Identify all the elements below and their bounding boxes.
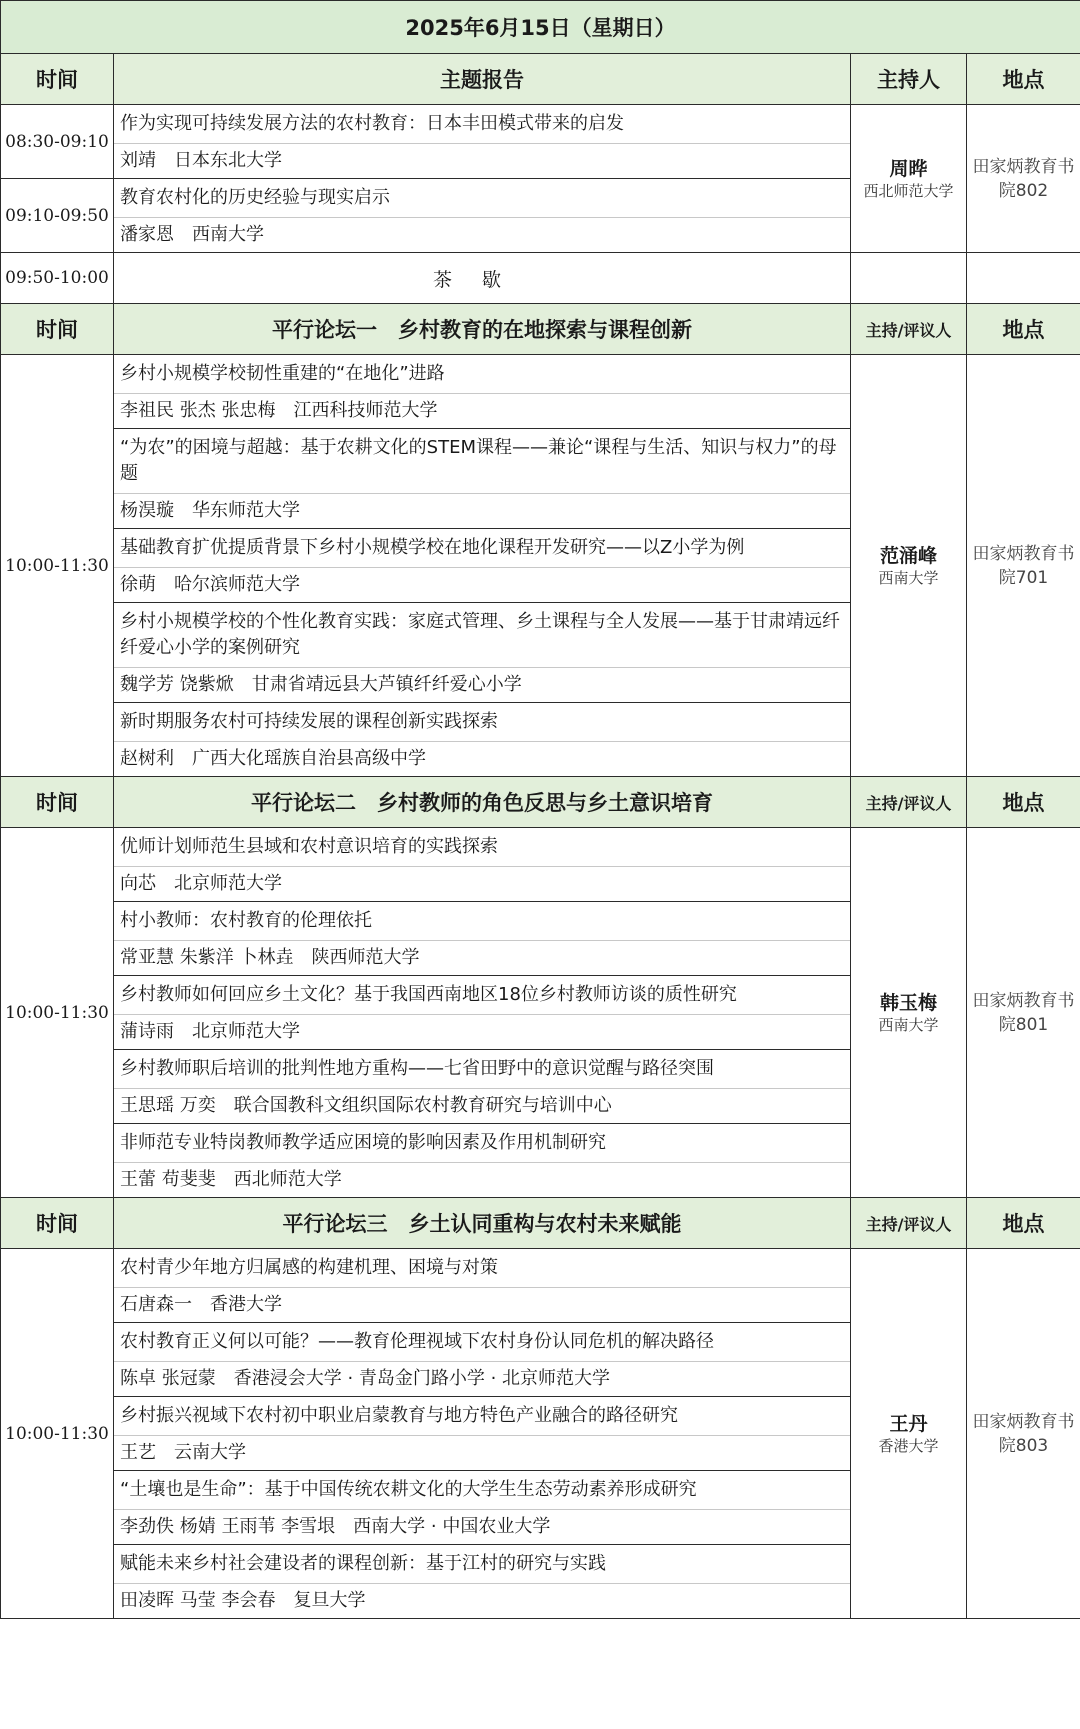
time-slot: 10:00-11:30 — [1, 355, 114, 777]
venue-cell — [967, 105, 1080, 253]
talk-block — [114, 429, 850, 529]
time-slot: 08:30-09:10 — [1, 105, 114, 179]
talk-authors: 王思瑶 万奕 联合国教科文组织国际农村教育研究与培训中心 — [120, 1095, 612, 1116]
talk-block — [114, 1323, 850, 1397]
host-cell — [851, 105, 967, 253]
talk-block — [114, 1050, 850, 1124]
venue-cell — [967, 1249, 1080, 1619]
talk-block — [114, 1249, 850, 1323]
venue-text: 田家炳教育书院803 — [972, 1411, 1075, 1456]
talk-authors: 徐萌 哈尔滨师范大学 — [120, 574, 300, 595]
host-affiliation: 香港大学 — [878, 1436, 939, 1455]
talk-authors: 赵树利 广西大化瑶族自治县高级中学 — [120, 748, 426, 769]
talk-title: 村小教师：农村教育的伦理依托 — [114, 902, 850, 941]
host-cell — [851, 355, 967, 777]
host-name: 韩玉梅 — [879, 991, 937, 1014]
time-slot: 10:00-11:30 — [1, 828, 114, 1198]
talk-authors: 陈卓 张冠蒙 香港浸会大学 · 青岛金门路小学 · 北京师范大学 — [120, 1368, 611, 1389]
time-slot: 09:10-09:50 — [1, 179, 114, 253]
venue-header: 地点 — [967, 54, 1080, 105]
talk-authors: 石唐森一 香港大学 — [120, 1294, 282, 1315]
talk-authors: 常亚慧 朱紫洋 卜林垚 陕西师范大学 — [120, 947, 420, 968]
host-cell — [851, 828, 967, 1198]
keynote-header-row — [1, 54, 1080, 105]
host-name: 王丹 — [889, 1412, 928, 1435]
talk-title: 非师范专业特岗教师教学适应困境的影响因素及作用机制研究 — [114, 1124, 850, 1163]
venue-cell — [967, 355, 1080, 777]
talk-block — [114, 1545, 850, 1618]
forum-body-row — [1, 355, 1080, 777]
forum-title: 平行论坛三 乡土认同重构与农村未来赋能 — [114, 1198, 851, 1249]
talk-title: 乡村振兴视域下农村初中职业启蒙教育与地方特色产业融合的路径研究 — [114, 1397, 850, 1436]
talk-authors: 潘家恩 西南大学 — [120, 224, 264, 245]
talk-title: 农村教育正义何以可能？——教育伦理视域下农村身份认同危机的解决路径 — [114, 1323, 850, 1362]
talk-block — [114, 529, 850, 603]
empty-cell — [967, 253, 1080, 304]
forum-header-row — [1, 1198, 1080, 1249]
talk-block — [114, 1397, 850, 1471]
time-header: 时间 — [1, 777, 114, 828]
talk-title: 基础教育扩优提质背景下乡村小规模学校在地化课程开发研究——以Z小学为例 — [114, 529, 850, 568]
talk-authors: 王艺 云南大学 — [120, 1442, 246, 1463]
talk-block — [114, 1124, 850, 1197]
host-affiliation: 西南大学 — [878, 568, 939, 587]
time-header: 时间 — [1, 304, 114, 355]
talk-block — [114, 703, 850, 776]
talk-block — [114, 603, 850, 703]
host-review-header: 主持/评议人 — [851, 777, 967, 828]
talk-title: 乡村教师职后培训的批判性地方重构——七省田野中的意识觉醒与路径突围 — [114, 1050, 850, 1089]
host-name: 周晔 — [889, 157, 928, 180]
talk-authors: 刘靖 日本东北大学 — [120, 150, 282, 171]
talk-title: 乡村教师如何回应乡土文化？基于我国西南地区18位乡村教师访谈的质性研究 — [114, 976, 850, 1015]
tea-break: 茶歇 — [114, 253, 851, 304]
talk-authors: 王蕾 苟斐斐 西北师范大学 — [120, 1169, 342, 1190]
talk-title: 乡村小规模学校的个性化教育实践：家庭式管理、乡土课程与全人发展——基于甘肃靖远纤纤爱心小学的案例研究 — [114, 603, 850, 668]
talk-authors: 李劲佚 杨婧 王雨苇 李雪垠 西南大学 · 中国农业大学 — [120, 1516, 551, 1537]
host-affiliation: 西南大学 — [878, 1015, 939, 1034]
host-cell — [851, 1249, 967, 1619]
talk-authors: 田凌晖 马莹 李会春 复旦大学 — [120, 1590, 366, 1611]
talk-block — [114, 355, 850, 429]
host-affiliation: 西北师范大学 — [863, 181, 954, 200]
talk-title: “土壤也是生命”：基于中国传统农耕文化的大学生生态劳动素养形成研究 — [114, 1471, 850, 1510]
talk-block — [114, 976, 850, 1050]
talk-title: 优师计划师范生县域和农村意识培育的实践探索 — [114, 828, 850, 867]
talk-authors: 向芯 北京师范大学 — [120, 873, 282, 894]
host-name: 范涌峰 — [879, 544, 937, 567]
talk-block — [114, 902, 850, 976]
time-slot: 09:50-10:00 — [1, 253, 114, 304]
talk-cell — [114, 105, 851, 179]
break-row — [1, 253, 1080, 304]
host-review-header: 主持/评议人 — [851, 1198, 967, 1249]
venue-cell — [967, 828, 1080, 1198]
venue-header: 地点 — [967, 1198, 1080, 1249]
forum-talks — [114, 1249, 851, 1619]
time-slot: 10:00-11:30 — [1, 1249, 114, 1619]
talk-title: 乡村小规模学校韧性重建的“在地化”进路 — [114, 355, 850, 394]
forum-title: 平行论坛二 乡村教师的角色反思与乡土意识培育 — [114, 777, 851, 828]
forum-header-row — [1, 777, 1080, 828]
keynote-title: 主题报告 — [114, 54, 851, 105]
host-header: 主持人 — [851, 54, 967, 105]
venue-text: 田家炳教育书院701 — [972, 543, 1075, 588]
talk-authors: 杨淏璇 华东师范大学 — [120, 500, 300, 521]
forum-body-row — [1, 828, 1080, 1198]
venue-text: 田家炳教育书院801 — [972, 990, 1075, 1035]
venue-text: 田家炳教育书院802 — [972, 156, 1075, 201]
venue-header: 地点 — [967, 777, 1080, 828]
time-header: 时间 — [1, 54, 114, 105]
talk-title: 新时期服务农村可持续发展的课程创新实践探索 — [114, 703, 850, 742]
talk-title: 农村青少年地方归属感的构建机理、困境与对策 — [114, 1249, 850, 1288]
talk-title: “为农”的困境与超越：基于农耕文化的STEM课程——兼论“课程与生活、知识与权力”的母题 — [114, 429, 850, 494]
talk-title: 赋能未来乡村社会建设者的课程创新：基于江村的研究与实践 — [114, 1545, 850, 1584]
forum-header-row — [1, 304, 1080, 355]
forum-talks — [114, 355, 851, 777]
forum-title: 平行论坛一 乡村教育的在地探索与课程创新 — [114, 304, 851, 355]
talk-block — [114, 828, 850, 902]
talk-block — [114, 1471, 850, 1545]
talk-cell — [114, 179, 851, 253]
talk-authors: 蒲诗雨 北京师范大学 — [120, 1021, 300, 1042]
talk-authors: 李祖民 张杰 张忠梅 江西科技师范大学 — [120, 400, 438, 421]
table-row — [1, 105, 1080, 179]
talk-authors: 魏学芳 饶紫焮 甘肃省靖远县大芦镇纤纤爱心小学 — [120, 674, 522, 695]
talk-title: 教育农村化的历史经验与现实启示 — [114, 179, 850, 218]
time-header: 时间 — [1, 1198, 114, 1249]
forum-body-row — [1, 1249, 1080, 1619]
talk-title: 作为实现可持续发展方法的农村教育：日本丰田模式带来的启发 — [114, 105, 850, 144]
empty-cell — [851, 253, 967, 304]
date-heading: 2025年6月15日（星期日） — [1, 1, 1080, 54]
forum-talks — [114, 828, 851, 1198]
host-review-header: 主持/评议人 — [851, 304, 967, 355]
venue-header: 地点 — [967, 304, 1080, 355]
